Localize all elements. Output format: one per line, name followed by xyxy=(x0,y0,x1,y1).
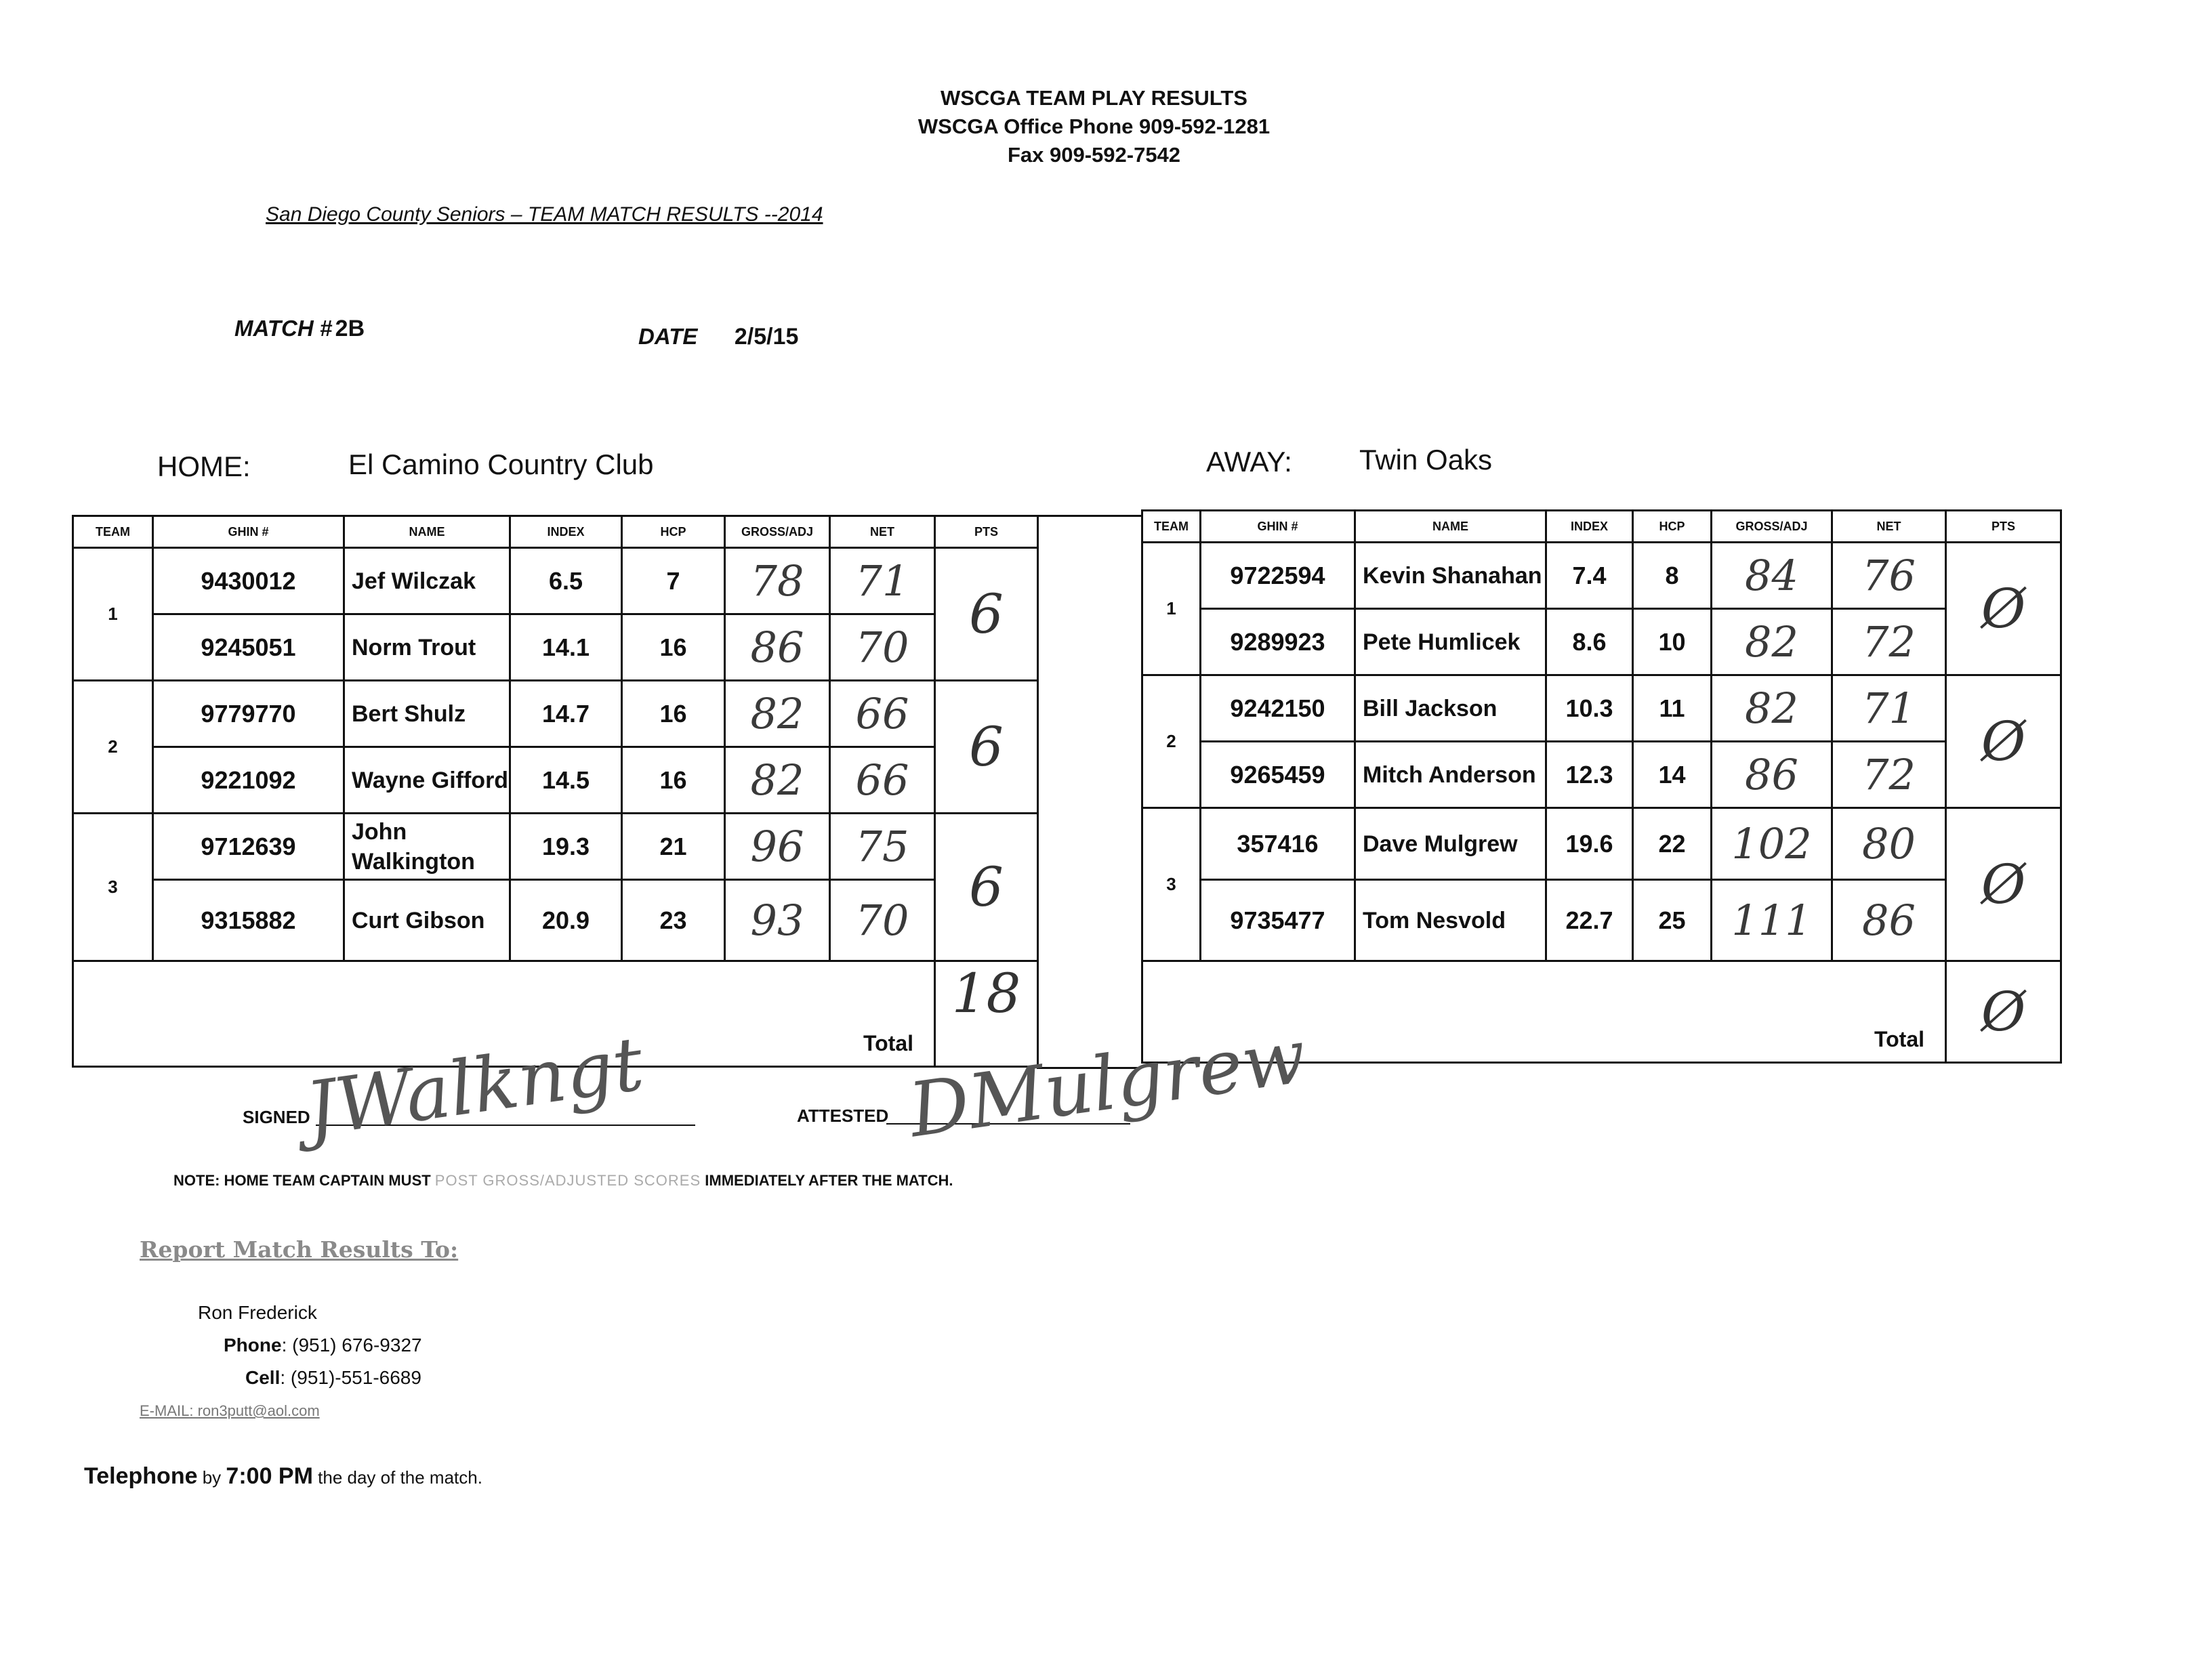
player-name: Mitch Anderson xyxy=(1355,742,1546,808)
col-net: NET xyxy=(830,516,935,548)
index-cell: 19.3 xyxy=(510,814,622,880)
ghin-cell: 9779770 xyxy=(153,681,344,747)
col-team: TEAM xyxy=(73,516,153,548)
away-header-row xyxy=(1142,511,2061,543)
date-field xyxy=(638,324,798,350)
player-name: Pete Humlicek xyxy=(1355,609,1546,675)
col-hcp: HCP xyxy=(1633,511,1712,543)
hcp-cell: 7 xyxy=(622,548,725,614)
col-name: NAME xyxy=(344,516,510,548)
team-number: 3 xyxy=(1142,808,1201,961)
hcp-cell: 11 xyxy=(1633,675,1712,742)
signed-label: SIGNED xyxy=(243,1107,310,1127)
total-label: Total xyxy=(1142,961,1946,1063)
player-name: Jef Wilczak xyxy=(344,548,510,614)
home-club-name: El Camino Country Club xyxy=(348,448,654,480)
table-row xyxy=(73,548,1038,614)
table-row xyxy=(73,880,1038,961)
contact-email[interactable]: E-MAIL: ron3putt@aol.com xyxy=(140,1402,320,1419)
index-cell: 12.3 xyxy=(1546,742,1633,808)
gross-cell: 82 xyxy=(725,747,830,814)
telephone-time: 7:00 PM xyxy=(226,1463,313,1489)
attested-label: ATTESTED xyxy=(797,1106,889,1126)
hcp-cell: 23 xyxy=(622,880,725,961)
col-index: INDEX xyxy=(1546,511,1633,543)
col-hcp: HCP xyxy=(622,516,725,548)
col-team: TEAM xyxy=(1142,511,1201,543)
col-net: NET xyxy=(1832,511,1946,543)
net-cell: 80 xyxy=(1832,808,1946,880)
player-name: John Walkington xyxy=(344,814,510,880)
away-club-name: Twin Oaks xyxy=(1359,444,1493,476)
match-field xyxy=(234,316,365,342)
player-name: Norm Trout xyxy=(344,614,510,681)
ghin-cell: 9430012 xyxy=(153,548,344,614)
table-row xyxy=(1142,543,2061,609)
contact-name: Ron Frederick xyxy=(198,1302,317,1323)
telephone-rest: the day of the match. xyxy=(312,1467,482,1488)
index-cell: 20.9 xyxy=(510,880,622,961)
hcp-cell: 21 xyxy=(622,814,725,880)
cell-value: : (951)-551-6689 xyxy=(280,1367,421,1388)
index-cell: 7.4 xyxy=(1546,543,1633,609)
team-number: 2 xyxy=(73,681,153,814)
ghin-cell: 9242150 xyxy=(1201,675,1355,742)
ghin-cell: 9289923 xyxy=(1201,609,1355,675)
net-cell: 70 xyxy=(830,880,935,961)
table-row xyxy=(1142,609,2061,675)
header-line-1: WSCGA TEAM PLAY RESULTS xyxy=(941,86,1247,110)
player-name: Wayne Gifford xyxy=(344,747,510,814)
page-subtitle: San Diego County Seniors – TEAM MATCH RESULTS --2014 xyxy=(266,203,823,226)
player-name: Bert Shulz xyxy=(344,681,510,747)
match-label: MATCH # xyxy=(234,316,333,341)
net-cell: 76 xyxy=(1832,543,1946,609)
index-cell: 14.5 xyxy=(510,747,622,814)
header-line-2: WSCGA Office Phone 909-592-1281 xyxy=(917,114,1271,138)
points-cell: 6 xyxy=(935,548,1038,681)
home-label: HOME: xyxy=(157,450,251,482)
net-cell: 72 xyxy=(1832,609,1946,675)
away-score-table xyxy=(1141,509,2062,1064)
table-row xyxy=(73,681,1038,747)
net-cell: 71 xyxy=(830,548,935,614)
gross-cell: 82 xyxy=(1712,675,1832,742)
report-heading: Report Match Results To: xyxy=(140,1236,459,1263)
net-cell: 75 xyxy=(830,814,935,880)
ghin-cell: 9221092 xyxy=(153,747,344,814)
ghin-cell: 9265459 xyxy=(1201,742,1355,808)
contact-cell xyxy=(245,1367,421,1389)
index-cell: 22.7 xyxy=(1546,880,1633,961)
ghin-cell: 9315882 xyxy=(153,880,344,961)
index-cell: 14.1 xyxy=(510,614,622,681)
col-gross: GROSS/ADJ xyxy=(725,516,830,548)
team-number: 2 xyxy=(1142,675,1201,808)
gross-cell: 86 xyxy=(1712,742,1832,808)
col-pts: PTS xyxy=(1946,511,2061,543)
date-value: 2/5/15 xyxy=(734,324,799,350)
table-row xyxy=(1142,808,2061,880)
net-cell: 86 xyxy=(1832,880,1946,961)
note-faint: POST GROSS/ADJUSTED SCORES xyxy=(434,1172,701,1189)
index-cell: 6.5 xyxy=(510,548,622,614)
home-header-row xyxy=(73,516,1038,548)
date-label: DATE xyxy=(638,324,698,349)
gross-cell: 84 xyxy=(1712,543,1832,609)
note-suffix: IMMEDIATELY AFTER THE MATCH. xyxy=(701,1172,953,1189)
telephone-by: by xyxy=(197,1467,226,1488)
index-cell: 19.6 xyxy=(1546,808,1633,880)
player-name: Curt Gibson xyxy=(344,880,510,961)
match-value: 2B xyxy=(335,316,365,341)
net-cell: 70 xyxy=(830,614,935,681)
table-row xyxy=(1142,742,2061,808)
table-row xyxy=(73,747,1038,814)
ghin-cell: 9712639 xyxy=(153,814,344,880)
col-name: NAME xyxy=(1355,511,1546,543)
hcp-cell: 16 xyxy=(622,614,725,681)
points-cell: Ø xyxy=(1946,675,2061,808)
team-number: 1 xyxy=(1142,543,1201,675)
total-label: Total xyxy=(73,961,935,1067)
col-pts: PTS xyxy=(935,516,1038,548)
player-name: Dave Mulgrew xyxy=(1355,808,1546,880)
points-cell: 6 xyxy=(935,814,1038,961)
gross-cell: 102 xyxy=(1712,808,1832,880)
hcp-cell: 16 xyxy=(622,747,725,814)
note-prefix: NOTE: HOME TEAM CAPTAIN MUST xyxy=(173,1172,435,1189)
table-row xyxy=(73,614,1038,681)
home-score-table xyxy=(72,515,1039,1068)
contact-phone xyxy=(224,1335,422,1356)
index-cell: 8.6 xyxy=(1546,609,1633,675)
signed-signature: JWalkngt xyxy=(300,1020,648,1154)
telephone-word: Telephone xyxy=(84,1463,198,1489)
gross-cell: 111 xyxy=(1712,880,1832,961)
team-number: 3 xyxy=(73,814,153,961)
index-cell: 10.3 xyxy=(1546,675,1633,742)
gross-cell: 93 xyxy=(725,880,830,961)
player-name: Kevin Shanahan xyxy=(1355,543,1546,609)
index-cell: 14.7 xyxy=(510,681,622,747)
note-text xyxy=(173,1172,953,1190)
table-row xyxy=(1142,675,2061,742)
away-label: AWAY: xyxy=(1206,446,1292,478)
hcp-cell: 22 xyxy=(1633,808,1712,880)
gross-cell: 86 xyxy=(725,614,830,681)
gross-cell: 78 xyxy=(725,548,830,614)
hcp-cell: 25 xyxy=(1633,880,1712,961)
header-line-3: Fax 909-592-7542 xyxy=(1007,143,1181,167)
player-name: Bill Jackson xyxy=(1355,675,1546,742)
team-number: 1 xyxy=(73,548,153,681)
ghin-cell: 9722594 xyxy=(1201,543,1355,609)
net-cell: 72 xyxy=(1832,742,1946,808)
attested-signature: DMulgrew xyxy=(903,1012,1312,1154)
net-cell: 71 xyxy=(1832,675,1946,742)
net-cell: 66 xyxy=(830,681,935,747)
telephone-note xyxy=(84,1463,482,1490)
table-row xyxy=(1142,880,2061,961)
col-ghin: GHIN # xyxy=(153,516,344,548)
cell-label: Cell xyxy=(245,1367,281,1388)
ghin-cell: 357416 xyxy=(1201,808,1355,880)
points-cell: Ø xyxy=(1946,543,2061,675)
phone-label: Phone xyxy=(224,1335,282,1356)
ghin-cell: 9245051 xyxy=(153,614,344,681)
col-index: INDEX xyxy=(510,516,622,548)
net-cell: 66 xyxy=(830,747,935,814)
hcp-cell: 8 xyxy=(1633,543,1712,609)
gross-cell: 82 xyxy=(725,681,830,747)
col-ghin: GHIN # xyxy=(1201,511,1355,543)
hcp-cell: 10 xyxy=(1633,609,1712,675)
points-cell: Ø xyxy=(1946,808,2061,961)
player-name: Tom Nesvold xyxy=(1355,880,1546,961)
ghin-cell: 9735477 xyxy=(1201,880,1355,961)
gross-cell: 96 xyxy=(725,814,830,880)
home-total-value: 18 xyxy=(935,961,1038,1067)
hcp-cell: 14 xyxy=(1633,742,1712,808)
table-row xyxy=(73,814,1038,880)
table-divider xyxy=(1037,515,1141,1069)
col-gross: GROSS/ADJ xyxy=(1712,511,1832,543)
phone-value: : (951) 676-9327 xyxy=(281,1335,422,1356)
away-total-value: Ø xyxy=(1946,961,2061,1063)
hcp-cell: 16 xyxy=(622,681,725,747)
gross-cell: 82 xyxy=(1712,609,1832,675)
points-cell: 6 xyxy=(935,681,1038,814)
